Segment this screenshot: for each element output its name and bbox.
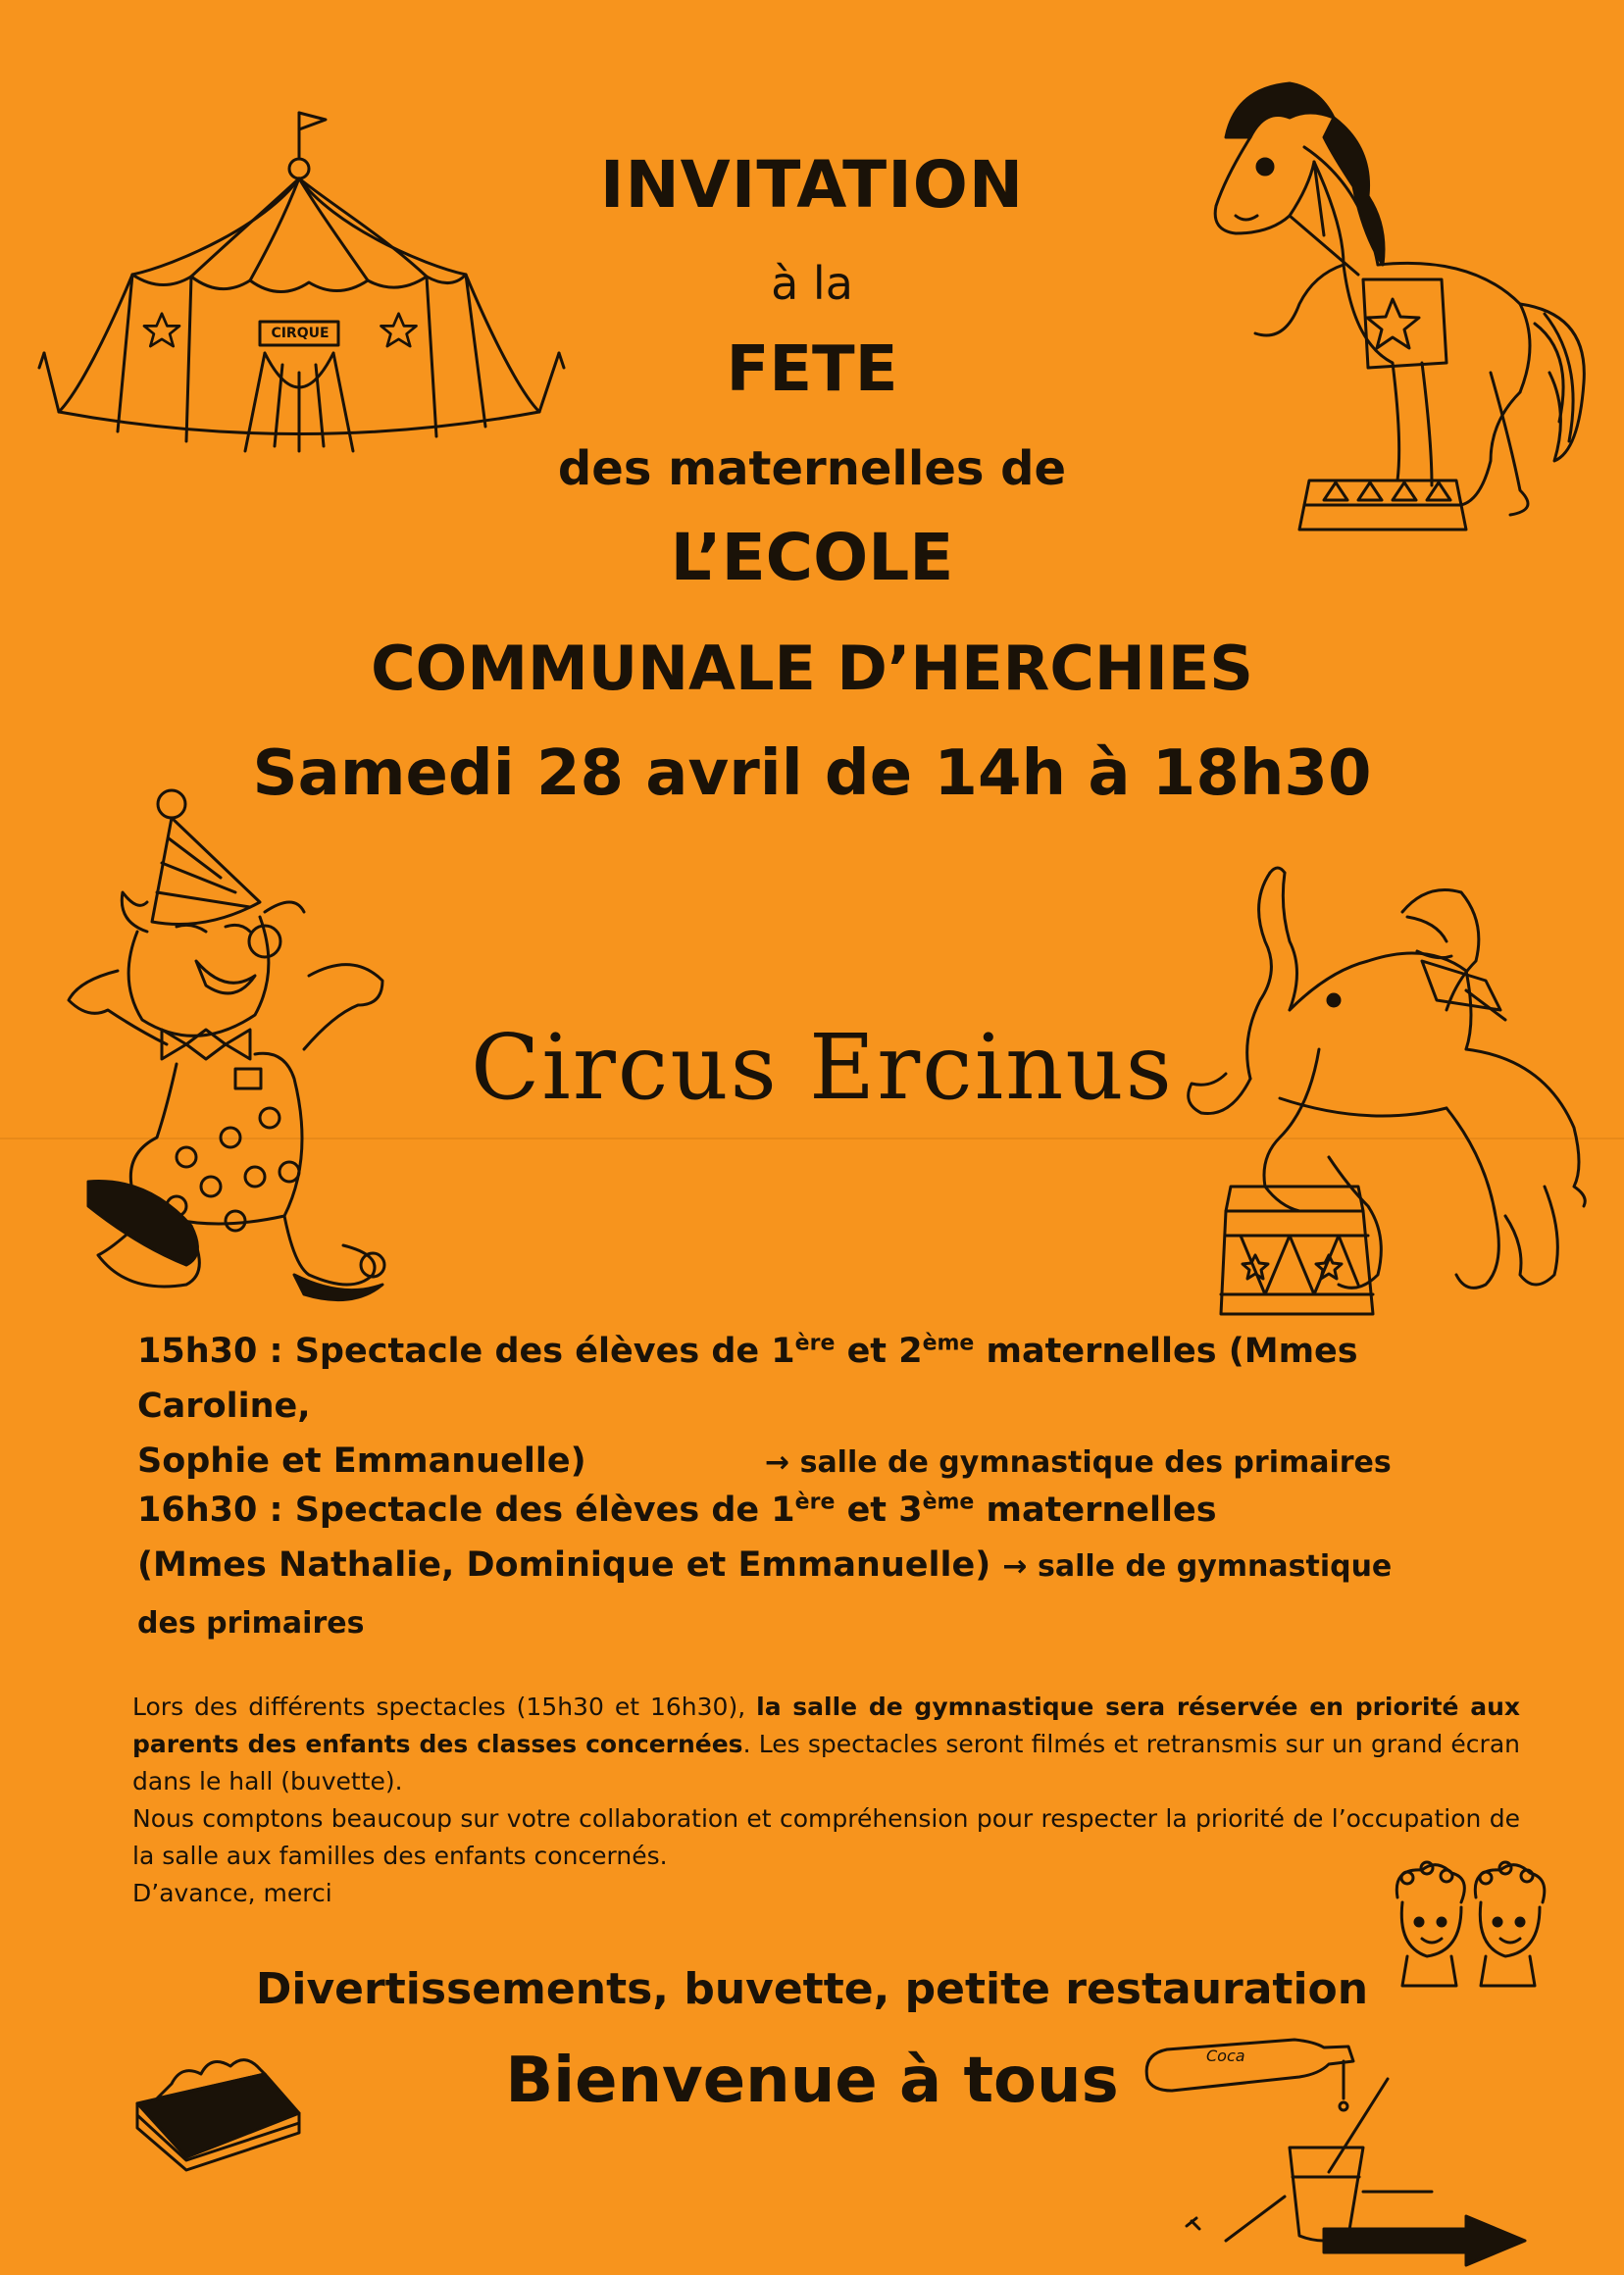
program-location: → salle de gymnastique des primaires	[765, 1445, 1392, 1480]
program-line	[137, 1324, 1530, 1434]
ordinal-suffix: ère	[794, 1331, 836, 1356]
program-separator: :	[269, 1332, 283, 1371]
next-page-arrow-icon	[1324, 2211, 1530, 2270]
program-time: 15h30	[137, 1332, 258, 1371]
notice-paragraph-3: D’avance, merci	[132, 1879, 332, 1907]
cake-illustration	[127, 2045, 309, 2172]
title-a-la: à la	[771, 257, 853, 310]
notice-paragraph-2: Nous comptons beaucoup sur votre collaboration et compréhension pour respecter la priorité de l’occupation de la salle aux familles des enfants concernés.	[132, 1804, 1520, 1870]
title-communale: COMMUNALE D’HERCHIES	[371, 632, 1253, 704]
title-des-maternelles: des maternelles de	[557, 441, 1067, 496]
notice-text-start: Lors des différents spectacles (15h30 et 16h30),	[132, 1693, 757, 1721]
program-separator: :	[269, 1491, 283, 1530]
title-ecole: L’ECOLE	[670, 520, 954, 595]
notice-text-bold: la salle de gymnastique sera réservée en priorité aux parents des enfants des classes concernées	[132, 1693, 1520, 1758]
program-text: et 2	[846, 1332, 923, 1371]
circus-name: Circus Ercinus	[471, 1015, 1174, 1120]
program-text: Sophie et Emmanuelle)	[137, 1441, 586, 1481]
ordinal-suffix: ère	[794, 1490, 836, 1515]
program-text: et 3	[846, 1491, 923, 1530]
program-text: Spectacle des élèves de 1	[294, 1332, 795, 1371]
program-location: → salle de gymnastique des primaires	[137, 1549, 1393, 1641]
program-item-2	[137, 1483, 1530, 1651]
program-item-1	[137, 1324, 1530, 1491]
welcome-text: Bienvenue à tous	[505, 2045, 1119, 2117]
elephant-illustration	[1172, 863, 1603, 1343]
program-text: (Mmes Nathalie, Dominique et Emmanuelle)	[137, 1545, 991, 1585]
program-time: 16h30	[137, 1491, 258, 1530]
notice-text-end: . Les spectacles seront filmés et retransmis sur un grand écran dans le hall (buvette).	[132, 1730, 1520, 1795]
activities-text: Divertissements, buvette, petite restauration	[255, 1964, 1369, 2014]
title-invitation: INVITATION	[599, 147, 1025, 223]
bottle-label-text: Coca	[1206, 2047, 1245, 2065]
ordinal-suffix: ème	[922, 1490, 975, 1515]
program-line	[137, 1538, 1432, 1651]
program-text: maternelles (Mmes Caroline,	[137, 1332, 1358, 1426]
notice-paragraph-1	[132, 1689, 1520, 1800]
program-text: Spectacle des élèves de 1	[294, 1491, 795, 1530]
clown-illustration	[59, 784, 441, 1314]
program-text: maternelles	[986, 1491, 1217, 1530]
notice-text	[132, 1689, 1520, 1912]
title-fete: FETE	[726, 333, 898, 406]
program-line	[137, 1483, 1530, 1538]
tent-sign-text: CIRQUE	[271, 326, 330, 341]
event-date: Samedi 28 avril de 14h à 18h30	[252, 737, 1372, 810]
ordinal-suffix: ème	[922, 1331, 975, 1356]
